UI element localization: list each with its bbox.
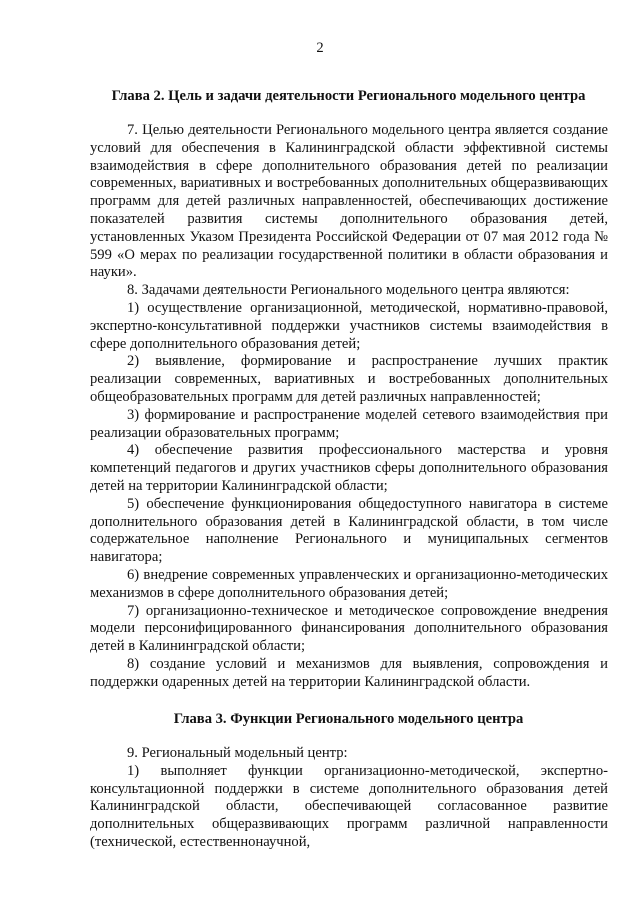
task-item-6: 6) внедрение современных управленческих и организационно-методических механизмов в сфере дополнительного образования детей;	[90, 566, 608, 601]
function-item-1: 1) выполняет функции организационно-методической, экспертно-консультационной поддержки в системе дополнительного образования детей Калининградской области, обеспечивающей согласованное развитие дополнительных общеразвивающих программ различной направленности (технической, естественнонаучной,	[90, 762, 608, 850]
page-number: 2	[316, 40, 324, 56]
task-item-1: 1) осуществление организационной, методической, нормативно-правовой, экспертно-консультативной поддержки участников системы взаимодействия в сфере дополнительного образования детей;	[90, 299, 608, 352]
task-item-2: 2) выявление, формирование и распространение лучших практик реализации современных, вариативных и востребованных дополнительных общеобразовательных программ для детей различных направленностей;	[90, 353, 608, 405]
chapter-2-heading: Глава 2. Цель и задачи деятельности Регионального модельного центра	[111, 88, 586, 104]
chapter-3-heading: Глава 3. Функции Регионального модельного центра	[173, 711, 524, 727]
task-item-8: 8) создание условий и механизмов для выявления, сопровождения и поддержки одаренных детей на территории Калининградской области.	[90, 655, 608, 690]
chapter-3-body	[90, 745, 608, 852]
task-item-5: 5) обеспечение функционирования общедоступного навигатора в системе дополнительного образования детей в Калининградской области, в том числе содержательное наполнение Регионального и муниципальных сегментов навигатора;	[90, 495, 608, 566]
task-item-7: 7) организационно-техническое и методическое сопровождение внедрения модели персонифицированного финансирования дополнительного образования детей в Калининградской области;	[90, 602, 608, 655]
paragraph-7: 7. Целью деятельности Регионального модельного центра является создание условий для обеспечения в Калининградской области эффективной системы взаимодействия в сфере дополнительного образования детей по реализации современных, вариативных и востребованных дополнительных общеразвивающих программ для детей различных направленностей, обеспечивающих достижение показателей развития системы дополнительного образования детей, установленных Указом Президента Российской Федерации от 07 мая 2012 года № 599 «О мерах по реализации государственной политики в области образования и науки».	[90, 122, 608, 281]
paragraph-9: 9. Региональный модельный центр:	[127, 745, 348, 761]
task-item-3: 3) формирование и распространение моделей сетевого взаимодействия при реализации образовательных программ;	[90, 406, 608, 441]
task-item-4: 4) обеспечение развития профессионального мастерства и уровня компетенций педагогов и других участников сферы дополнительного образования детей на территории Калининградской области;	[90, 442, 608, 494]
paragraph-8: 8. Задачами деятельности Регионального модельного центра являются:	[127, 282, 570, 299]
chapter-2-body	[90, 122, 608, 692]
